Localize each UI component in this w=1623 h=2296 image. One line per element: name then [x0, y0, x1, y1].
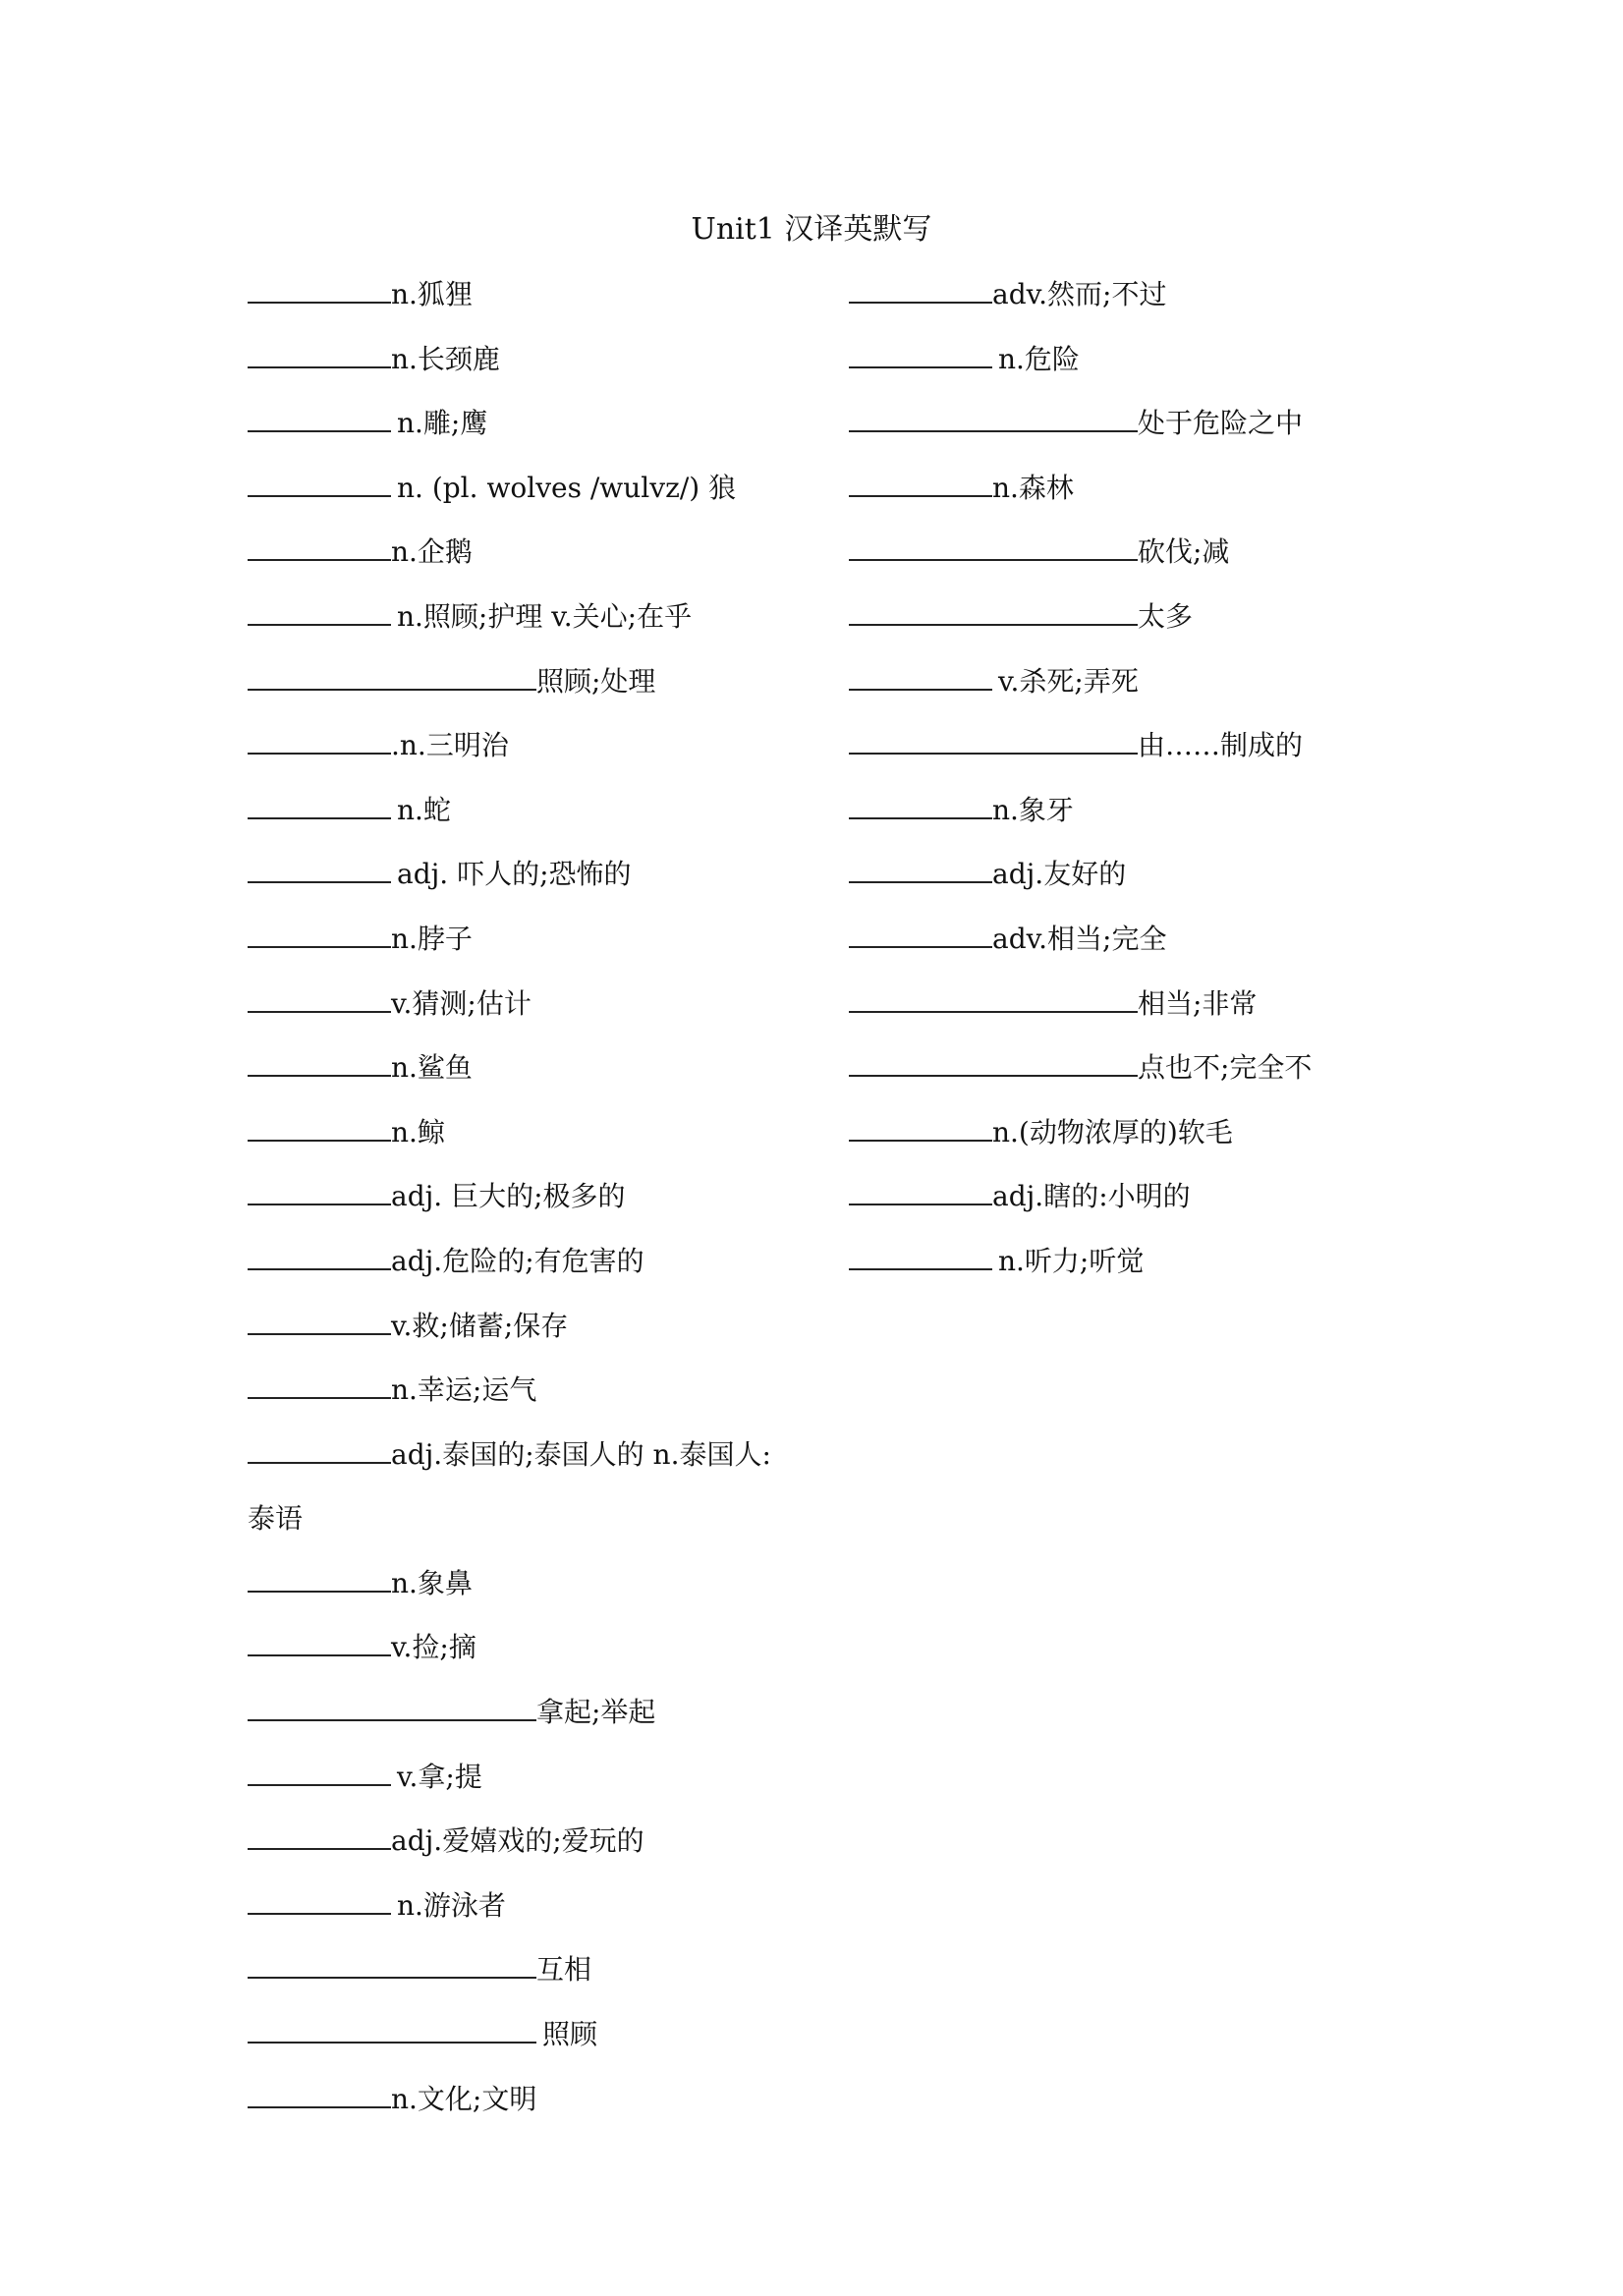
answer-blank: [849, 400, 1138, 432]
word-meaning: v.捡;摘: [391, 1631, 476, 1664]
left-vocab-item: [248, 787, 857, 852]
word-meaning: .n.三明治: [391, 729, 509, 762]
answer-blank: [248, 1044, 391, 1077]
word-meaning: 由……制成的: [1138, 729, 1304, 762]
answer-blank: [248, 271, 391, 304]
answer-blank: [248, 2076, 391, 2108]
word-meaning: adv.相当;完全: [992, 922, 1167, 955]
left-vocab-item: [248, 980, 857, 1045]
answer-blank: [248, 1109, 391, 1142]
answer-blank: [248, 722, 391, 755]
answer-blank: [248, 1754, 391, 1786]
left-vocab-item: [248, 1303, 857, 1368]
answer-blank: [248, 593, 391, 626]
answer-blank: [849, 1238, 992, 1270]
answer-blank: [849, 658, 992, 691]
word-meaning: n.雕;鹰: [397, 407, 488, 440]
word-meaning: 处于危险之中: [1138, 407, 1304, 440]
answer-blank: [849, 465, 992, 497]
answer-blank: [248, 1946, 536, 1979]
right-vocab-item: [849, 916, 1438, 980]
left-vocab-item: [248, 400, 857, 465]
word-meaning: n.照顾;护理 v.关心;在乎: [397, 599, 693, 633]
answer-blank: [849, 593, 1138, 626]
answer-blank: [248, 1431, 391, 1464]
answer-blank: [849, 851, 992, 883]
word-meaning: 照顾: [542, 2018, 598, 2051]
right-vocab-item: [849, 1109, 1438, 1174]
right-vocab-column: [849, 271, 1438, 1303]
word-meaning: adj. 吓人的;恐怖的: [397, 858, 632, 891]
word-meaning: n.幸运;运气: [391, 1373, 537, 1407]
left-vocab-item: [248, 1238, 857, 1303]
answer-blank: [248, 465, 391, 497]
word-meaning: adj.泰国的;泰国人的 n.泰国人:: [391, 1437, 771, 1471]
word-meaning: 点也不;完全不: [1138, 1051, 1313, 1085]
left-vocab-item: [248, 851, 857, 916]
right-vocab-item: [849, 1173, 1438, 1238]
answer-blank: [248, 1367, 391, 1399]
word-meaning: 互相: [536, 1953, 592, 1987]
left-vocab-item: [248, 593, 857, 658]
answer-blank: [849, 722, 1138, 755]
left-vocab-item: [248, 658, 857, 723]
left-vocab-item: [248, 465, 857, 530]
left-vocab-item: [248, 529, 857, 593]
word-meaning: n.象牙: [992, 793, 1074, 826]
right-vocab-item: [849, 1238, 1438, 1303]
word-meaning: adj.爱嬉戏的;爱玩的: [391, 1824, 644, 1858]
left-vocab-item: [248, 336, 857, 401]
answer-blank: [248, 1689, 536, 1721]
word-meaning: n.文化;文明: [391, 2082, 537, 2115]
word-meaning: adj.瞎的:小明的: [992, 1180, 1191, 1213]
answer-blank: [248, 658, 536, 691]
answer-blank: [248, 787, 391, 819]
answer-blank: [849, 787, 992, 819]
answer-blank: [849, 1044, 1138, 1077]
answer-blank: [248, 916, 391, 948]
answer-blank: [248, 1882, 391, 1915]
left-continuation-text: 泰语: [248, 1502, 304, 1536]
answer-blank: [248, 1560, 391, 1593]
left-vocab-item: [248, 1818, 857, 1882]
answer-blank: [849, 336, 992, 368]
answer-blank: [849, 1173, 992, 1205]
left-vocab-item: [248, 1173, 857, 1238]
answer-blank: [849, 916, 992, 948]
answer-blank: [248, 980, 391, 1013]
word-meaning: n.蛇: [397, 793, 451, 826]
right-vocab-item: [849, 980, 1438, 1045]
left-vocab-item: [248, 1431, 857, 1496]
right-vocab-item: [849, 851, 1438, 916]
left-vocab-item: [248, 271, 857, 336]
answer-blank: [248, 336, 391, 368]
left-vocab-item: [248, 916, 857, 980]
left-vocab-item: [248, 722, 857, 787]
answer-blank: [248, 1238, 391, 1270]
right-vocab-item: [849, 1044, 1438, 1109]
answer-blank: [248, 1818, 391, 1850]
answer-blank: [248, 1624, 391, 1656]
answer-blank: [849, 271, 992, 304]
right-vocab-item: [849, 787, 1438, 852]
answer-blank: [248, 2011, 536, 2044]
left-vocab-item: [248, 1624, 857, 1689]
word-meaning: v.拿;提: [397, 1760, 482, 1793]
right-vocab-item: [849, 400, 1438, 465]
word-meaning: n.听力;听觉: [998, 1244, 1145, 1277]
word-meaning: n.鲨鱼: [391, 1051, 473, 1085]
page-title: Unit1 汉译英默写: [691, 212, 932, 247]
left-vocab-item: [248, 1946, 857, 2011]
word-meaning: n.鲸: [391, 1115, 445, 1148]
word-meaning: n. (pl. wolves /wulvz/) 狼: [397, 471, 737, 504]
left-vocab-item: [248, 1689, 857, 1754]
word-meaning: 相当;非常: [1138, 986, 1258, 1020]
left-vocab-column: [248, 271, 857, 2140]
word-meaning: 照顾;处理: [536, 664, 656, 698]
right-vocab-item: [849, 722, 1438, 787]
answer-blank: [248, 851, 391, 883]
answer-blank: [248, 400, 391, 432]
right-vocab-item: [849, 593, 1438, 658]
word-meaning: adj.友好的: [992, 858, 1127, 891]
left-vocab-item: [248, 2011, 857, 2076]
word-meaning: adj. 巨大的;极多的: [391, 1180, 626, 1213]
answer-blank: [248, 529, 391, 561]
word-meaning: adv.然而;不过: [992, 278, 1167, 310]
left-vocab-item: [248, 1367, 857, 1431]
word-meaning: n.(动物浓厚的)软毛: [992, 1115, 1233, 1148]
left-vocab-item: [248, 1560, 857, 1625]
right-vocab-item: [849, 271, 1438, 336]
word-meaning: 砍伐;减: [1138, 535, 1230, 569]
left-vocab-item: [248, 1109, 857, 1174]
answer-blank: [849, 1109, 992, 1142]
answer-blank: [248, 1303, 391, 1335]
word-meaning: n.危险: [998, 342, 1080, 375]
right-vocab-item: [849, 529, 1438, 593]
word-meaning: v.杀死;弄死: [998, 664, 1139, 698]
answer-blank: [849, 980, 1138, 1013]
answer-blank: [248, 1173, 391, 1205]
left-vocab-item: [248, 1754, 857, 1819]
right-vocab-item: [849, 465, 1438, 530]
word-meaning: 拿起;举起: [536, 1696, 656, 1729]
word-meaning: n.脖子: [391, 922, 473, 955]
answer-blank: [849, 529, 1138, 561]
word-meaning: n.狐狸: [391, 278, 473, 310]
right-vocab-item: [849, 336, 1438, 401]
word-meaning: n.长颈鹿: [391, 342, 500, 375]
left-vocab-item: [248, 1882, 857, 1947]
left-vocab-item: [248, 2076, 857, 2141]
word-meaning: 太多: [1138, 599, 1194, 633]
word-meaning: adj.危险的;有危害的: [391, 1244, 644, 1277]
word-meaning: n.象鼻: [391, 1566, 473, 1599]
word-meaning: v.猜测;估计: [391, 986, 532, 1020]
right-vocab-item: [849, 658, 1438, 723]
word-meaning: n.企鹅: [391, 535, 473, 569]
word-meaning: n.游泳者: [397, 1888, 506, 1922]
word-meaning: n.森林: [992, 471, 1074, 504]
left-vocab-item: [248, 1044, 857, 1109]
word-meaning: v.救;储蓄;保存: [391, 1309, 569, 1342]
